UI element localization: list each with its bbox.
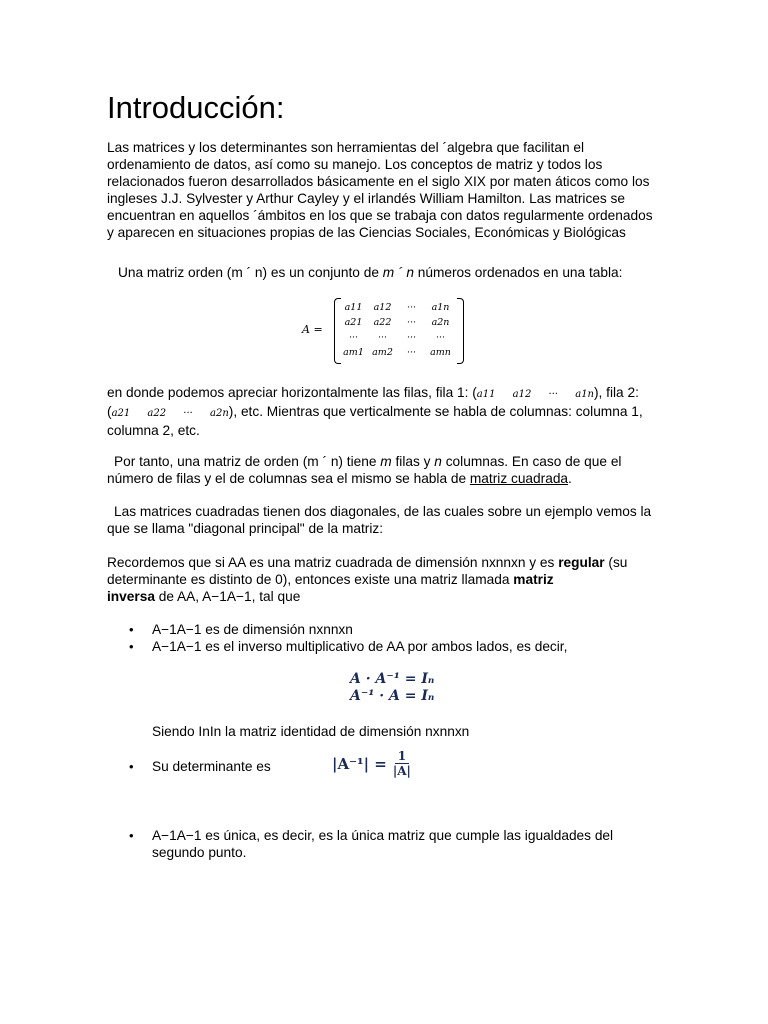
bullet-text: segundo punto. xyxy=(152,845,247,860)
square-text: . xyxy=(568,471,572,486)
bullet-icon: • xyxy=(129,622,134,637)
identity-line: Siendo InIn la matriz identidad de dimensión nxnnxn xyxy=(152,724,470,739)
intro-line: relacionados fueron desarrollados básicamente en el siglo XIX por maten áticos como los xyxy=(107,174,650,189)
determinant-equation xyxy=(332,749,411,778)
intro-line: encuentran en aquellos ´ámbitos en los que se trabaja con datos regularmente ordenados xyxy=(107,208,653,223)
diagonal-line: que se llama "diagonal principal" de la matriz: xyxy=(107,521,384,536)
matrix-cell: a2n xyxy=(431,317,450,328)
matrix-cell: ··· xyxy=(406,347,417,358)
intro-line: ordenamiento de datos, así como su manejo. Los conceptos de matriz y todos los xyxy=(107,157,603,172)
det-lhs: |A⁻¹| = xyxy=(332,754,387,773)
square-m: m xyxy=(380,454,392,469)
square-text: número de filas y el de columnas sea el mismo se habla de xyxy=(107,471,470,486)
inversa-bold: inversa xyxy=(107,589,155,604)
rows-text: ( xyxy=(107,404,112,419)
matriz-bold: matriz xyxy=(513,572,554,587)
det-fraction xyxy=(393,749,411,778)
identity-line-wrap xyxy=(152,723,652,740)
matriz-cuadrada-link[interactable]: matriz cuadrada xyxy=(469,471,569,486)
matrix-cell: ··· xyxy=(348,332,359,343)
bullet-icon: • xyxy=(129,828,134,843)
diagonal-line: Las matrices cuadradas tienen dos diagonales, de las cuales sobre un ejemplo vemos la xyxy=(114,504,652,519)
matrix-cell: amn xyxy=(430,347,451,358)
rows-text: columna 2, etc. xyxy=(107,423,200,438)
matrix-cell: a12 xyxy=(373,302,392,313)
matrix-table xyxy=(339,300,455,360)
square-paragraph-line2 xyxy=(107,470,667,487)
matrix-cell: am1 xyxy=(343,347,364,358)
row1-vector: a11 a12 ··· a1n xyxy=(476,389,594,400)
square-n: n xyxy=(434,454,442,469)
inverse-equations xyxy=(350,671,434,705)
matrix-def-suffix: números ordenados en una tabla: xyxy=(413,265,623,280)
matrix-lhs: A = xyxy=(302,323,323,336)
diagonal-line2-wrap xyxy=(107,520,667,537)
bullets-top xyxy=(107,621,667,655)
intro-line: y aparecen en situaciones propias de las Ciencias Sociales, Económicas y Biológicas xyxy=(107,225,626,240)
regular-text: Recordemos que si AA es una matriz cuadrada de dimensión nxnnxn y es xyxy=(107,555,559,570)
list-item xyxy=(107,621,667,638)
intro-line: ingleses J.J. Sylvester y Arthur Cayley y el irlandés William Hamilton. Las matrices se xyxy=(107,191,626,206)
bullet-text: Su determinante es xyxy=(152,759,271,774)
bullet-icon: • xyxy=(129,759,134,774)
square-paragraph xyxy=(114,453,674,470)
list-item xyxy=(107,638,667,655)
bullet-text: A−1A−1 es de dimensión nxnnxn xyxy=(152,622,353,637)
matrix-cell: a11 xyxy=(344,302,363,313)
bullet-icon: • xyxy=(129,639,134,654)
rows-text: ), fila 2: xyxy=(594,385,639,400)
matrix-cell: a21 xyxy=(344,317,363,328)
equation-2: A⁻¹ · A = Iₙ xyxy=(350,688,435,704)
intro-line: Las matrices y los determinantes son herramientas del ´algebra que facilitan el xyxy=(107,140,585,155)
regular-bold: regular xyxy=(558,555,605,570)
regular-text: determinante es distinto de 0), entonces existe una matriz llamada xyxy=(107,572,514,587)
det-denominator: |A| xyxy=(392,764,411,778)
bullet-text: A−1A−1 es única, es decir, es la única matriz que cumple las igualdades del xyxy=(152,828,614,843)
regular-paragraph xyxy=(107,554,667,605)
equation-1: A · A⁻¹ = Iₙ xyxy=(350,671,435,687)
rows-text: en donde podemos apreciar horizontalmente las filas, fila 1: ( xyxy=(107,385,477,400)
square-text: columnas. En caso de que el xyxy=(441,454,622,469)
det-numerator: 1 xyxy=(395,749,409,764)
intro-paragraph xyxy=(107,139,667,241)
bullet-text: A−1A−1 es el inverso multiplicativo de AA por ambos lados, es decir, xyxy=(152,639,568,654)
matrix-definition xyxy=(118,264,678,281)
matrix-cell: ··· xyxy=(406,302,417,313)
list-item xyxy=(107,827,662,844)
matrix-cell: ··· xyxy=(406,332,417,343)
matrix-cell: a22 xyxy=(373,317,392,328)
diagonal-line1-wrap xyxy=(114,503,674,520)
regular-text: (su xyxy=(604,555,628,570)
row2-vector: a21 a22 ··· a2n xyxy=(111,408,229,419)
matrix-figure xyxy=(302,296,468,366)
square-text: filas y xyxy=(391,454,435,469)
matrix-def-prefix: Una matriz orden (m ´ n) es un conjunto de xyxy=(118,265,383,280)
matrix-cell: ··· xyxy=(377,332,388,343)
list-item-continuation xyxy=(107,844,662,861)
square-text: Por tanto, una matriz de orden (m ´ n) tiene xyxy=(114,454,381,469)
matrix-cell: am2 xyxy=(372,347,393,358)
matrix-cell: ··· xyxy=(406,317,417,328)
matrix-def-size: m ´ n xyxy=(382,265,414,280)
matrix-right-bracket xyxy=(457,298,464,364)
matrix-cell: ··· xyxy=(435,332,446,343)
rows-text: ), etc. Mientras que verticalmente se habla de columnas: columna 1, xyxy=(228,404,643,419)
page-title: Introducción: xyxy=(107,90,285,125)
regular-text: de AA, A−1A−1, tal que xyxy=(154,589,301,604)
last-bullet-wrap xyxy=(107,827,662,861)
matrix-cell: a1n xyxy=(431,302,450,313)
rows-paragraph xyxy=(107,384,677,439)
